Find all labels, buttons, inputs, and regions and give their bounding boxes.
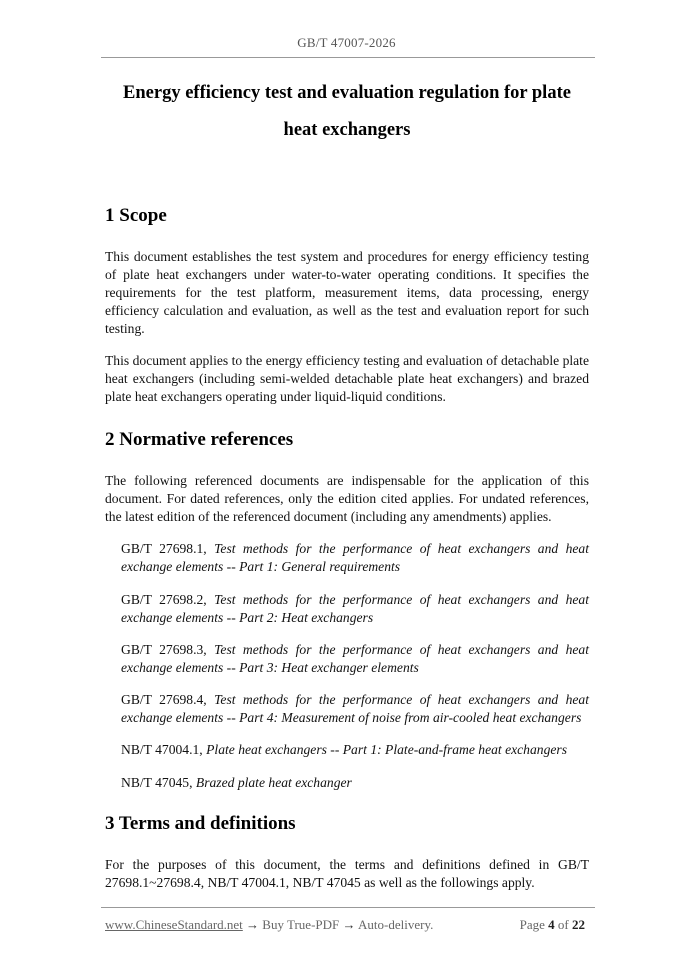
header-standard-code: GB/T 47007-2026 xyxy=(297,35,396,50)
reference-title: Test methods for the performance of heat exchangers and heat exchange elements -- Part 4: Measurement of noise from air-cooled heat exchangers xyxy=(121,692,589,725)
footer-divider xyxy=(101,907,595,908)
reference-item xyxy=(121,540,589,576)
reference-title: Test methods for the performance of heat exchangers and heat exchange elements -- Part 1: General requirements xyxy=(121,541,589,574)
arrow-right-icon: → xyxy=(342,917,356,932)
scope-paragraph-2: This document applies to the energy efficiency testing and evaluation of detachable plate heat exchangers (including semi-welded detachable plate heat exchangers) and brazed plate heat exchangers operating under liquid-liquid conditions. xyxy=(105,353,589,404)
page-indicator xyxy=(520,917,585,933)
reference-title: Brazed plate heat exchanger xyxy=(195,775,352,790)
document-title-line-2: heat exchangers xyxy=(283,120,411,140)
of-label: of xyxy=(557,917,569,932)
scope-paragraph-1: This document establishes the test system and procedures for energy efficiency testing of plate heat exchangers under water-to-water operating conditions. It specifies the requirements for the test platform, measurement items, data processing, energy efficiency calculation and evaluation, as well as the test and evaluation report for such testing. xyxy=(105,249,589,336)
current-page-number: 4 xyxy=(548,917,555,932)
header-divider xyxy=(101,57,595,58)
reference-code: GB/T 27698.4, xyxy=(121,692,207,707)
reference-title: Plate heat exchangers -- Part 1: Plate-and-frame heat exchangers xyxy=(206,742,567,757)
auto-delivery-text: Auto-delivery. xyxy=(358,917,434,932)
footer-links xyxy=(105,917,433,933)
page-label: Page xyxy=(519,917,545,932)
reference-title: Test methods for the performance of heat exchangers and heat exchange elements -- Part 3: Heat exchanger elements xyxy=(121,642,589,675)
reference-code: GB/T 27698.3, xyxy=(121,642,207,657)
total-pages-number: 22 xyxy=(572,917,585,932)
reference-code: NB/T 47004.1, xyxy=(121,742,203,757)
buy-true-pdf-link[interactable]: Buy True-PDF xyxy=(262,917,340,932)
reference-item xyxy=(121,591,589,627)
reference-item xyxy=(121,691,589,727)
reference-title: Test methods for the performance of heat exchangers and heat exchange elements -- Part 2: Heat exchangers xyxy=(121,592,589,625)
reference-code: GB/T 27698.1, xyxy=(121,541,207,556)
section-heading-terms-definitions: 3 Terms and definitions xyxy=(105,813,296,834)
reference-code: GB/T 27698.2, xyxy=(121,592,207,607)
document-title-line-1: Energy efficiency test and evaluation regulation for plate xyxy=(123,83,571,103)
normative-intro-paragraph: The following referenced documents are indispensable for the application of this document. For dated references, only the edition cited applies. For undated references, the latest edition of the referenced document (including any amendments) applies. xyxy=(105,473,589,524)
reference-item xyxy=(121,641,589,677)
site-link[interactable]: www.ChineseStandard.net xyxy=(105,917,243,932)
section-heading-normative-references: 2 Normative references xyxy=(105,429,294,450)
reference-item xyxy=(121,741,589,759)
section-heading-scope: 1 Scope xyxy=(105,205,167,226)
terms-paragraph-1: For the purposes of this document, the terms and definitions defined in GB/T 27698.1~27698.4, NB/T 47004.1, NB/T 47045 as well as the followings apply. xyxy=(105,857,589,890)
arrow-right-icon: → xyxy=(246,917,260,932)
reference-code: NB/T 47045, xyxy=(121,775,193,790)
reference-item xyxy=(121,774,589,792)
